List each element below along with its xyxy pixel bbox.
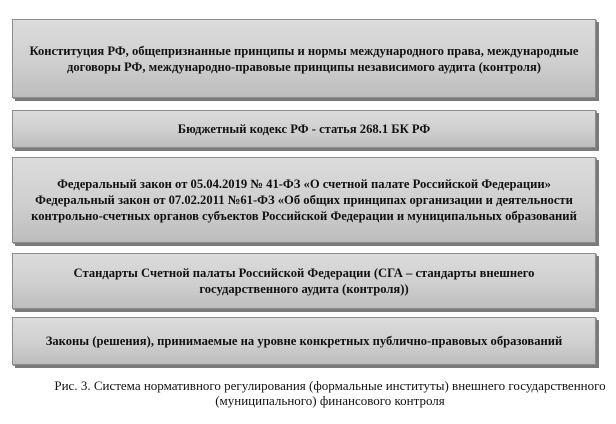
- level-box-budget-code: [12, 110, 596, 148]
- level-box-local-laws: [12, 317, 596, 365]
- level-box-label: Конституция РФ, общепризнанные принципы и нормы международного права, международные договоры РФ, международно-правовые принципы независимого аудита (контроля): [29, 43, 579, 74]
- level-box-label: Федеральный закон от 05.04.2019 № 41-ФЗ «О счетной палате Российской Федерации» Федеральный закон от 07.02.2011 №61-ФЗ «Об общих принципах организации и деятельности контрольно-счетных органов субъектов Российской Федерации и муниципальных образований: [31, 177, 577, 223]
- level-box-constitution: [12, 19, 596, 98]
- level-box-audit-standards: [12, 253, 596, 309]
- level-box-label: Законы (решения), принимаемые на уровне конкретных публично-правовых образований: [45, 334, 563, 348]
- level-box-label: Стандарты Счетной палаты Российской Федерации (СГА – стандарты внешнего государственного аудита (контроля)): [73, 266, 535, 296]
- figure-caption: Рис. 3. Система нормативного регулирования (формальные институты) внешнего государственного (муниципального) финансового контроля: [54, 378, 606, 408]
- level-box-federal-laws: [12, 157, 596, 243]
- level-box-label: Бюджетный кодекс РФ - статья 268.1 БК РФ: [177, 122, 431, 136]
